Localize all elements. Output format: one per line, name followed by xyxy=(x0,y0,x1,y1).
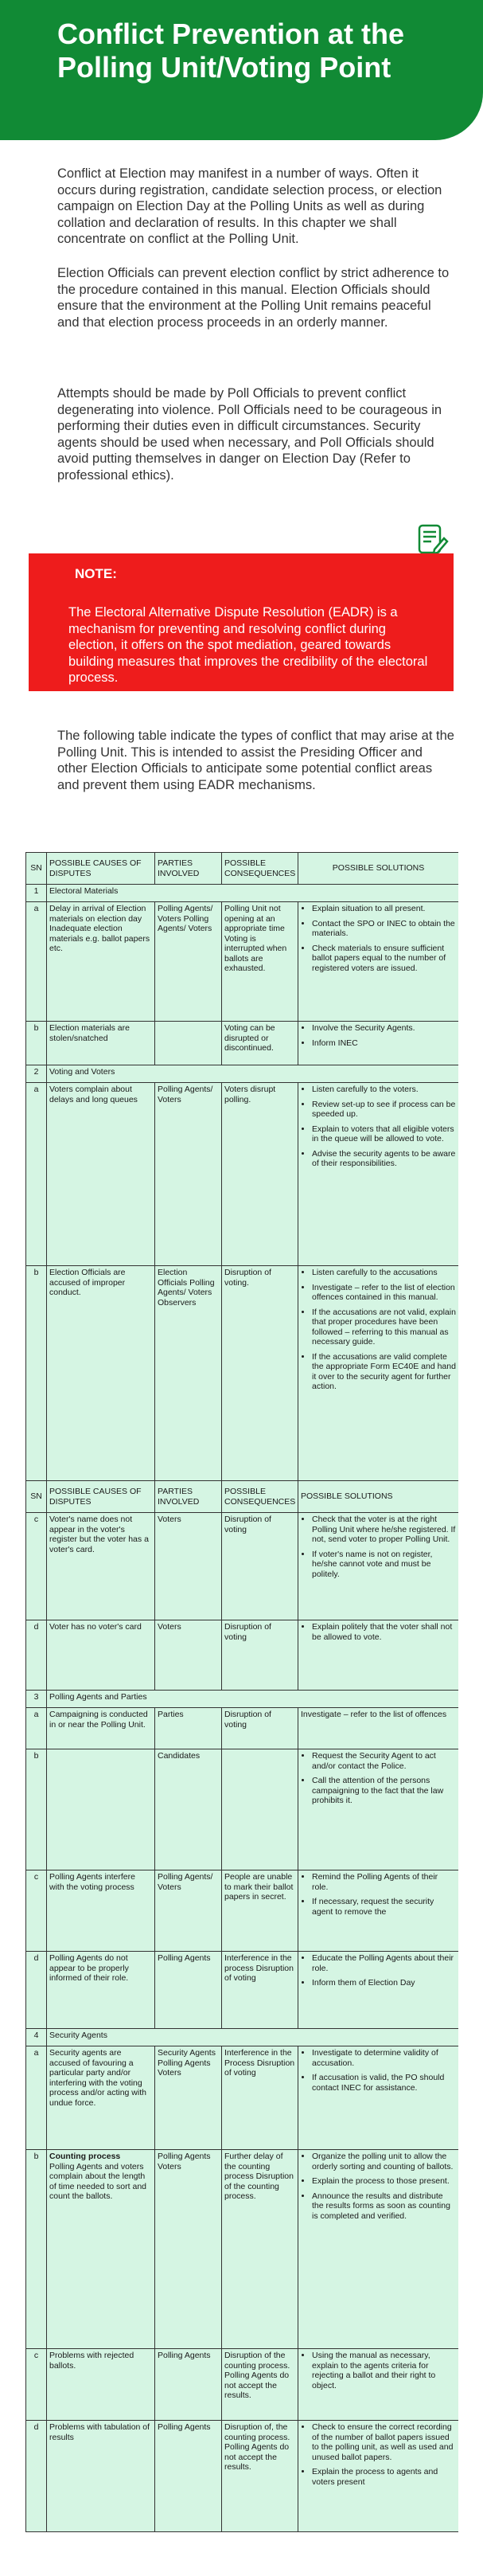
consequences-cell: Interference in the Process Disruption of voting xyxy=(222,2046,298,2150)
cause-cell: Security agents are accused of favouring a particular party and/or interfering with the voting process and/or acting with undue force. xyxy=(47,2046,155,2150)
parties-cell: Polling Agents xyxy=(155,1952,222,2029)
row-sn: b xyxy=(26,1749,47,1870)
table-row xyxy=(26,902,459,1022)
header-sn: SN xyxy=(26,853,47,885)
cause-cell: Polling Agents interfere with the voting process xyxy=(47,1870,155,1952)
consequences-cell: Disruption of voting. xyxy=(222,1266,298,1481)
header-parties: PARTIES INVOLVED xyxy=(155,853,222,885)
table-intro-paragraph: The following table indicate the types of conflict that may arise at the Polling Unit. This is intended to assist the Presiding Officer and other Election Officials to anticipate some potential conflict areas and prevent them using EADR mechanisms. xyxy=(57,729,454,792)
cause-cell: Voter's name does not appear in the voter's register but the voter has a voter's card. xyxy=(47,1513,155,1620)
parties-cell: Polling Agents Voters xyxy=(155,2150,222,2349)
consequences-cell: Disruption of the counting process. Polling Agents do not accept the results. xyxy=(222,2349,298,2421)
solution-item: • Inform them of Election Day xyxy=(312,1978,456,1988)
table-row xyxy=(26,1952,459,2029)
parties-cell: Polling Agents/ Voters Polling Agents/ Voters xyxy=(155,902,222,1022)
cause-cell: Delay in arrival of Election materials on election day Inadequate election materials e.g. ballot papers etc. xyxy=(47,902,155,1022)
parties-cell: Polling Agents/ Voters xyxy=(155,1083,222,1266)
cause-cell: Polling Agents do not appear to be properly informed of their role. xyxy=(47,1952,155,2029)
section-row xyxy=(26,1065,459,1083)
cause-cell: Election materials are stolen/snatched xyxy=(47,1022,155,1065)
cause-cell xyxy=(47,2150,155,2349)
section-title: Security Agents xyxy=(47,2029,459,2046)
header-solutions: POSSIBLE SOLUTIONS xyxy=(298,1481,459,1513)
solution-item: • Organize the polling unit to allow the orderly sorting and counting of ballots. xyxy=(312,2152,456,2171)
solutions-cell xyxy=(298,902,459,1022)
solution-item: • Explain the process to agents and voters present xyxy=(312,2467,456,2487)
parties-cell: Polling Agents/ Voters xyxy=(155,1870,222,1952)
header-consequences: POSSIBLE CONSEQUENCES xyxy=(222,853,298,885)
section-number: 2 xyxy=(26,1065,47,1083)
section-title: Polling Agents and Parties xyxy=(47,1691,459,1708)
cause-cell: Problems with rejected ballots. xyxy=(47,2349,155,2421)
solutions-cell xyxy=(298,1513,459,1620)
row-sn: a xyxy=(26,902,47,1022)
parties-cell: Security Agents Polling Agents Voters xyxy=(155,2046,222,2150)
section-row xyxy=(26,1691,459,1708)
solution-item: • Explain the process to those present. xyxy=(312,2176,456,2187)
row-sn: b xyxy=(26,1266,47,1481)
consequences-cell: Polling Unit not opening at an appropriate time Voting is interrupted when ballots are exhausted. xyxy=(222,902,298,1022)
solution-item: • Request the Security Agent to act and/or contact the Police. xyxy=(312,1751,456,1771)
header-parties: PARTIES INVOLVED xyxy=(155,1481,222,1513)
solution-item: • Inform INEC xyxy=(312,1038,456,1049)
cause-cell: Problems with tabulation of results xyxy=(47,2421,155,2532)
table-row xyxy=(26,2421,459,2532)
header-causes: POSSIBLE CAUSES OF DISPUTES xyxy=(47,1481,155,1513)
parties-cell: Polling Agents xyxy=(155,2421,222,2532)
parties-cell: Voters xyxy=(155,1513,222,1620)
solution-item: • If voter's name is not on register, he/she cannot vote and must be politely. xyxy=(312,1550,456,1580)
row-sn: b xyxy=(26,1022,47,1065)
section-number: 4 xyxy=(26,2029,47,2046)
conflict-table xyxy=(25,852,458,2532)
row-sn: c xyxy=(26,1870,47,1952)
solution-item: • Investigate to determine validity of accusation. xyxy=(312,2048,456,2068)
intro-paragraph: Conflict at Election may manifest in a number of ways. Often it occurs during registration, candidate selection process, or election campaign on Election Day at the Polling Units as well as during collation and declaration of results. In this chapter we shall concentrate on conflict at the Polling Unit. xyxy=(57,166,442,246)
header-causes: POSSIBLE CAUSES OF DISPUTES xyxy=(47,853,155,885)
table-row xyxy=(26,2150,459,2349)
cause-cell xyxy=(47,1749,155,1870)
section-number: 3 xyxy=(26,1691,47,1708)
header-sn: SN xyxy=(26,1481,47,1513)
consequences-cell: Interference in the process Disruption of voting xyxy=(222,1952,298,2029)
solution-item: • Listen carefully to the accusations xyxy=(312,1268,456,1278)
parties-cell: Election Officials Polling Agents/ Voters Observers xyxy=(155,1266,222,1481)
consequences-cell: Voters disrupt polling. xyxy=(222,1083,298,1266)
solutions-cell xyxy=(298,1952,459,2029)
solution-item: • Announce the results and distribute the results forms as soon as counting is completed and verified. xyxy=(312,2191,456,2222)
solution-item: • If the accusations are valid complete the appropriate Form EC40E and hand it over to the security agent for further action. xyxy=(312,1352,456,1392)
solution-item: • Involve the Security Agents. xyxy=(312,1023,456,1034)
solutions-cell xyxy=(298,1749,459,1870)
solutions-cell xyxy=(298,1870,459,1952)
table-row xyxy=(26,1870,459,1952)
solutions-cell xyxy=(298,2046,459,2150)
consequences-cell: Further delay of the counting process Disruption of the counting process. xyxy=(222,2150,298,2349)
section-number: 1 xyxy=(26,885,47,902)
table-row xyxy=(26,1513,459,1620)
table-row xyxy=(26,1266,459,1481)
cause-cell: Election Officials are accused of improper conduct. xyxy=(47,1266,155,1481)
parties-cell xyxy=(155,1022,222,1065)
row-sn: b xyxy=(26,2150,47,2349)
table-row xyxy=(26,1022,459,1065)
parties-cell: Parties xyxy=(155,1708,222,1749)
solution-item: • Explain to voters that all eligible voters in the queue will be allowed to vote. xyxy=(312,1124,456,1144)
consequences-cell: Voting can be disrupted or discontinued. xyxy=(222,1022,298,1065)
consequences-cell: Disruption of voting xyxy=(222,1708,298,1749)
row-sn: c xyxy=(26,1513,47,1620)
solutions-cell xyxy=(298,1266,459,1481)
cause-cell: Voters complain about delays and long queues xyxy=(47,1083,155,1266)
solution-item: • Review set-up to see if process can be speeded up. xyxy=(312,1100,456,1120)
row-sn: a xyxy=(26,2046,47,2150)
solution-item: • If necessary, request the security agent to remove the xyxy=(312,1897,456,1917)
table-row xyxy=(26,2349,459,2421)
consequences-cell: Disruption of, the counting process. Polling Agents do not accept the results. xyxy=(222,2421,298,2532)
officials-paragraph: Election Officials can prevent election conflict by strict adherence to the procedure contained in this manual. Election Officials should ensure that the environment at the Polling Unit remains peaceful and that election process proceeds in an orderly manner. xyxy=(57,266,450,330)
table-row xyxy=(26,2046,459,2150)
solution-item: • Explain situation to all present. xyxy=(312,904,456,914)
note-title: NOTE: xyxy=(75,566,117,581)
parties-cell: Voters xyxy=(155,1620,222,1691)
row-sn: d xyxy=(26,1952,47,2029)
row-sn: c xyxy=(26,2349,47,2421)
cause-text: Polling Agents and voters complain about the length of time needed to sort and count the ballots. xyxy=(49,2161,146,2201)
section-title: Electoral Materials xyxy=(47,885,459,902)
solution-item: • Listen carefully to the voters. xyxy=(312,1085,456,1095)
solutions-cell: Investigate – refer to the list of offences xyxy=(298,1708,459,1749)
row-sn: d xyxy=(26,2421,47,2532)
cause-cell: Voter has no voter's card xyxy=(47,1620,155,1691)
section-title: Voting and Voters xyxy=(47,1065,459,1083)
table-row xyxy=(26,1708,459,1749)
row-sn: a xyxy=(26,1708,47,1749)
row-sn: d xyxy=(26,1620,47,1691)
solutions-cell xyxy=(298,1083,459,1266)
parties-cell: Candidates xyxy=(155,1749,222,1870)
row-sn: a xyxy=(26,1083,47,1266)
consequences-cell: Disruption of voting xyxy=(222,1620,298,1691)
conflict-table-wrapper xyxy=(25,852,458,2574)
violence-paragraph: Attempts should be made by Poll Officials to prevent conflict degenerating into violence. Poll Officials need to be courageous in performing their duties even in difficult circumstances. Security agents should be used when necessary, and Poll Officials should avoid putting themselves in danger on Election Day (Refer to professional ethics). xyxy=(57,386,442,483)
solution-item: • Advise the security agents to be aware of their responsibilities. xyxy=(312,1149,456,1169)
section-row xyxy=(26,2029,459,2046)
solution-item: • Educate the Polling Agents about their role. xyxy=(312,1953,456,1973)
solution-item: • Contact the SPO or INEC to obtain the materials. xyxy=(312,919,456,939)
solutions-cell xyxy=(298,1620,459,1691)
note-text: The Electoral Alternative Dispute Resolution (EADR) is a mechanism for preventing and resolving conflict during election, it offers on the spot mediation, geared towards building measures that improves the credibility of the electoral process. xyxy=(68,605,428,685)
header-solutions: POSSIBLE SOLUTIONS xyxy=(298,853,459,885)
section-row xyxy=(26,885,459,902)
note-box xyxy=(29,553,454,691)
solution-item: • Investigate – refer to the list of election offences contained in this manual. xyxy=(312,1283,456,1303)
parties-cell: Polling Agents xyxy=(155,2349,222,2421)
cause-cell: Campaigning is conducted in or near the Polling Unit. xyxy=(47,1708,155,1749)
consequences-cell: People are unable to mark their ballot papers in secret. xyxy=(222,1870,298,1952)
solution-item: • If the accusations are not valid, explain that proper procedures have been followed – referring to this manual as necessary guide. xyxy=(312,1308,456,1347)
table-header-row xyxy=(26,1481,459,1513)
table-row xyxy=(26,1083,459,1266)
table-row xyxy=(26,1749,459,1870)
solution-item: • Using the manual as necessary, explain to the agents criteria for rejecting a ballot and their right to object. xyxy=(312,2351,456,2390)
solution-item: • Check to ensure the correct recording of the number of ballot papers issued to the polling unit, as well as used and unused ballot papers. xyxy=(312,2422,456,2462)
consequences-cell: Disruption of voting xyxy=(222,1513,298,1620)
header-consequences: POSSIBLE CONSEQUENCES xyxy=(222,1481,298,1513)
consequences-cell xyxy=(222,1749,298,1870)
page-title: Conflict Prevention at the Polling Unit/Voting Point xyxy=(57,18,405,84)
solution-item: • Call the attention of the persons campaigning to the fact that the law prohibits it. xyxy=(312,1776,456,1806)
solutions-cell xyxy=(298,1022,459,1065)
solution-item: • Check materials to ensure sufficient ballot papers equal to the number of registered voters are issued. xyxy=(312,944,456,974)
solution-item: • If accusation is valid, the PO should contact INEC for assistance. xyxy=(312,2073,456,2093)
solutions-cell xyxy=(298,2421,459,2532)
cause-subheading: Counting process xyxy=(49,2152,121,2161)
table-header-row xyxy=(26,853,459,885)
solution-item: • Check that the voter is at the right Polling Unit where he/she registered. If not, send voter to proper Polling Unit. xyxy=(312,1515,456,1545)
table-row xyxy=(26,1620,459,1691)
solution-item: • Remind the Polling Agents of their role. xyxy=(312,1872,456,1892)
solutions-cell xyxy=(298,2349,459,2421)
solution-item: • Explain politely that the voter shall not be allowed to vote. xyxy=(312,1622,456,1642)
solutions-cell xyxy=(298,2150,459,2349)
